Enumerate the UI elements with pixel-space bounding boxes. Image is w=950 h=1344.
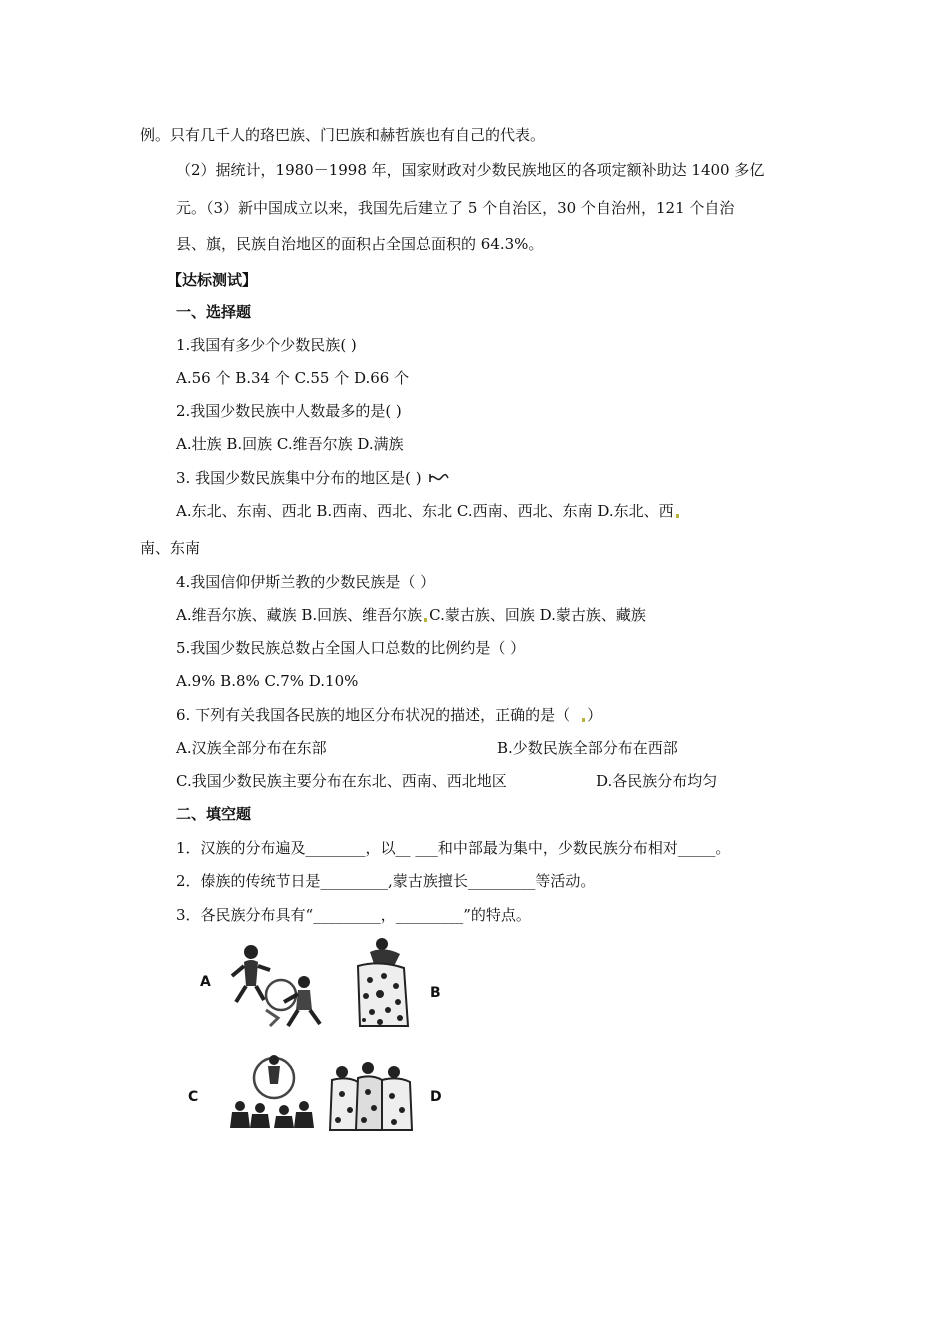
question-4-options-cd: C.蒙古族、回族 D.蒙古族、藏族: [429, 606, 646, 624]
choice-heading: 一、选择题: [176, 303, 252, 321]
question-3-text: 3. 我国少数民族集中分布的地区是( ): [176, 469, 422, 487]
question-4: 4.我国信仰伊斯兰教的少数民族是（ ）: [176, 573, 436, 591]
question-6-text: 6. 下列有关我国各民族的地区分布状况的描述，正确的是（: [176, 706, 571, 724]
fill-question-2: 2．傣族的传统节日是_________,蒙古族擅长_________等活动。: [176, 872, 596, 890]
question-6-option-b: B.少数民族全部分布在西部: [497, 739, 678, 757]
speck-mark: [424, 618, 427, 622]
question-6: [176, 705, 602, 725]
question-5: 5.我国少数民族总数占全国人口总数的比例约是（ ）: [176, 639, 526, 657]
question-2: 2.我国少数民族中人数最多的是( ): [176, 402, 402, 420]
illustration-d-group-dance: [328, 1062, 414, 1134]
section-title: 【达标测试】: [167, 271, 258, 289]
question-1-options: A.56 个 B.34 个 C.55 个 D.66 个: [176, 369, 410, 387]
question-6-option-d: D.各民族分布均匀: [596, 772, 718, 790]
question-3-options-text: A.东北、东南、西北 B.西南、西北、东北 C.西南、西北、东南 D.东北、西: [176, 502, 674, 520]
fill-question-1: 1．汉族的分布遍及________，以__ ___和中部最为集中，少数民族分布相对_____。: [176, 839, 731, 857]
question-5-options: A.9% B.8% C.7% D.10%: [176, 672, 359, 690]
intro-line-1: 例。只有几千人的珞巴族、门巴族和赫哲族也有自己的代表。: [140, 126, 546, 144]
figure-label-d: D: [430, 1089, 442, 1105]
question-4-options-ab: A.维吾尔族、藏族 B.回族、维吾尔族: [176, 606, 423, 624]
intro-line-3: 元。（3）新中国成立以来，我国先后建立了 5 个自治区，30 个自治州，121 个自治: [176, 199, 735, 217]
squiggle-mark-icon: [428, 472, 450, 484]
question-6-close: ）: [587, 706, 603, 724]
question-1: 1.我国有多少个少数民族( ): [176, 336, 357, 354]
question-6-option-c: C.我国少数民族主要分布在东北、西南、西北地区: [176, 772, 507, 790]
illustration-b-dancer: [350, 936, 412, 1030]
question-2-options: A.壮族 B.回族 C.维吾尔族 D.满族: [176, 435, 404, 453]
illustration-a-hoop-dancers: [226, 940, 326, 1030]
speck-mark: [582, 718, 585, 722]
illustration-c-ring-performance: [228, 1050, 318, 1130]
question-3-options-cont: 南、东南: [140, 539, 201, 557]
question-6-option-a: A.汉族全部分布在东部: [176, 739, 327, 757]
speck-mark: [676, 514, 679, 518]
fill-question-3: 3．各民族分布具有“_________，_________”的特点。: [176, 906, 531, 924]
figure-label-c: C: [188, 1089, 199, 1105]
fill-heading: 二、填空题: [176, 805, 252, 823]
figure-label-b: B: [430, 985, 441, 1001]
question-4-options: [176, 605, 646, 625]
figure-label-a: A: [200, 974, 211, 990]
intro-line-4: 县、旗，民族自治地区的面积占全国总面积的 64.3%。: [176, 235, 544, 253]
intro-line-2: （2）据统计，1980－1998 年，国家财政对少数民族地区的各项定额补助达 1400 多亿: [176, 161, 765, 179]
question-3: [176, 468, 450, 488]
question-3-options: [176, 501, 681, 521]
